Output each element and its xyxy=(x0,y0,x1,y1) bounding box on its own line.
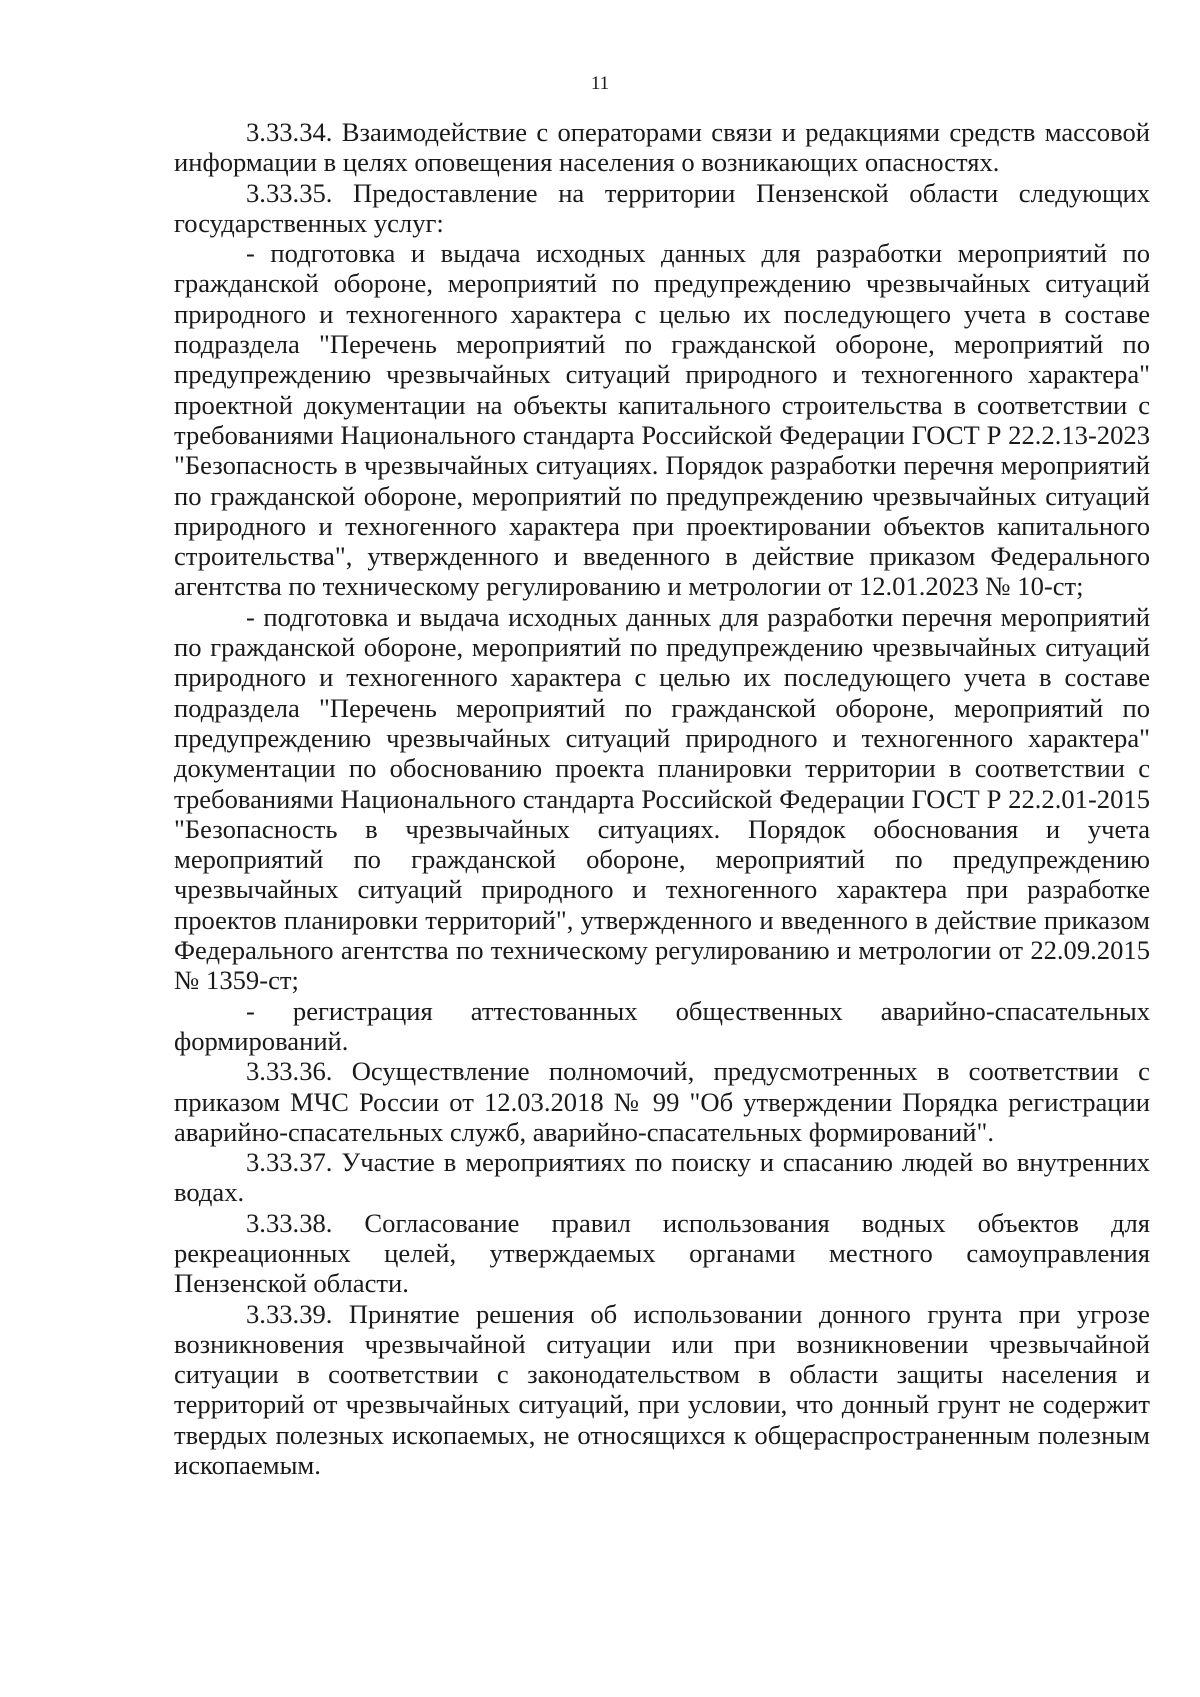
clause-text: Согласование правил использования водных объектов для рекреационных целей, утверждаемых органами местного самоуправления Пензенской области. xyxy=(174,1207,1150,1299)
clause-text: Предоставление на территории Пензенской области следующих государственных услуг: xyxy=(174,177,1150,238)
clause-number: 3.33.37. xyxy=(246,1147,333,1178)
list-item-text: - подготовка и выдача исходных данных для разработки мероприятий по гражданской обороне, мероприятий по предупреждению чрезвычайных ситуаций природного и техногенного характера с целью их последующего учета в составе подраздела "Перечень мероприятий по гражданской обороне, мероприятий по предупреждению чрезвычайных ситуаций природного и техногенного характера" проектной документации на объекты капитального строительства в соответствии с требованиями Национального стандарта Российской Федерации ГОСТ Р 22.2.13-2023 "Безопасность в чрезвычайных ситуациях. Порядок разработки перечня мероприятий по гражданской обороне, мероприятий по предупреждению чрезвычайных ситуаций природного и техногенного характера при проектировании объектов капитального строительства", утвержденного и введенного в действие приказом Федерального агентства по техническому регулированию и метрологии от 12.01.2023 № 10-ст; xyxy=(174,238,1150,602)
list-item-text: - подготовка и выдача исходных данных для разработки перечня мероприятий по гражданской обороне, мероприятий по предупреждению чрезвычайных ситуаций природного и техногенного характера с целью их последующего учета в составе подраздела "Перечень мероприятий по гражданской обороне, мероприятий по предупреждению чрезвычайных ситуаций природного и техногенного характера" документации по обоснованию проекта планировки территории в соответствии с требованиями Национального стандарта Российской Федерации ГОСТ Р 22.2.01-2015 "Безопасность в чрезвычайных ситуациях. Порядок обоснования и учета мероприятий по гражданской обороне, мероприятий по предупреждению чрезвычайных ситуаций природного и техногенного характера при разработке проектов планировки территорий", утвержденного и введенного в действие приказом Федерального агентства по техническому регулированию и метрологии от 22.09.2015 № 1359-ст; xyxy=(174,601,1150,996)
clause-3-33-35 xyxy=(174,178,1150,239)
clause-3-33-36 xyxy=(174,1056,1150,1147)
list-item-service-2 xyxy=(174,602,1150,996)
list-item-service-3 xyxy=(174,996,1150,1057)
list-item-text: - регистрация аттестованных общественных аварийно-спасательных формирований. xyxy=(174,995,1150,1056)
clause-number: 3.33.35. xyxy=(246,177,333,208)
list-item-service-1 xyxy=(174,238,1150,602)
clause-3-33-38 xyxy=(174,1208,1150,1299)
clause-text: Осуществление полномочий, предусмотренных в соответствии с приказом МЧС России от 12.03.2018 № 99 "Об утверждении Порядка регистрации аварийно-спасательных служб, аварийно-спасательных формирований". xyxy=(174,1056,1150,1147)
clause-text: Взаимодействие с операторами связи и редакциями средств массовой информации в целях оповещения населения о возникающих опасностях. xyxy=(174,117,1150,178)
clause-3-33-37 xyxy=(174,1147,1150,1208)
clause-3-33-34 xyxy=(174,117,1150,178)
clause-text: Участие в мероприятиях по поиску и спасанию людей во внутренних водах. xyxy=(174,1147,1150,1208)
document-body xyxy=(174,117,1150,1480)
clause-number: 3.33.34. xyxy=(246,117,333,147)
clause-text: Принятие решения об использовании донного грунта при угрозе возникновения чрезвычайной ситуации или при возникновении чрезвычайной ситуации в соответствии с законодательством в области защиты населения и территорий от чрезвычайных ситуаций, при условии, что донный грунт не содержит твердых полезных ископаемых, не относящихся к общераспространенным полезным ископаемым. xyxy=(174,1298,1150,1481)
page-number: 11 xyxy=(590,73,610,94)
clause-3-33-39 xyxy=(174,1299,1150,1481)
clause-number: 3.33.38. xyxy=(246,1207,333,1238)
clause-number: 3.33.39. xyxy=(246,1298,333,1329)
clause-number: 3.33.36. xyxy=(246,1056,333,1087)
